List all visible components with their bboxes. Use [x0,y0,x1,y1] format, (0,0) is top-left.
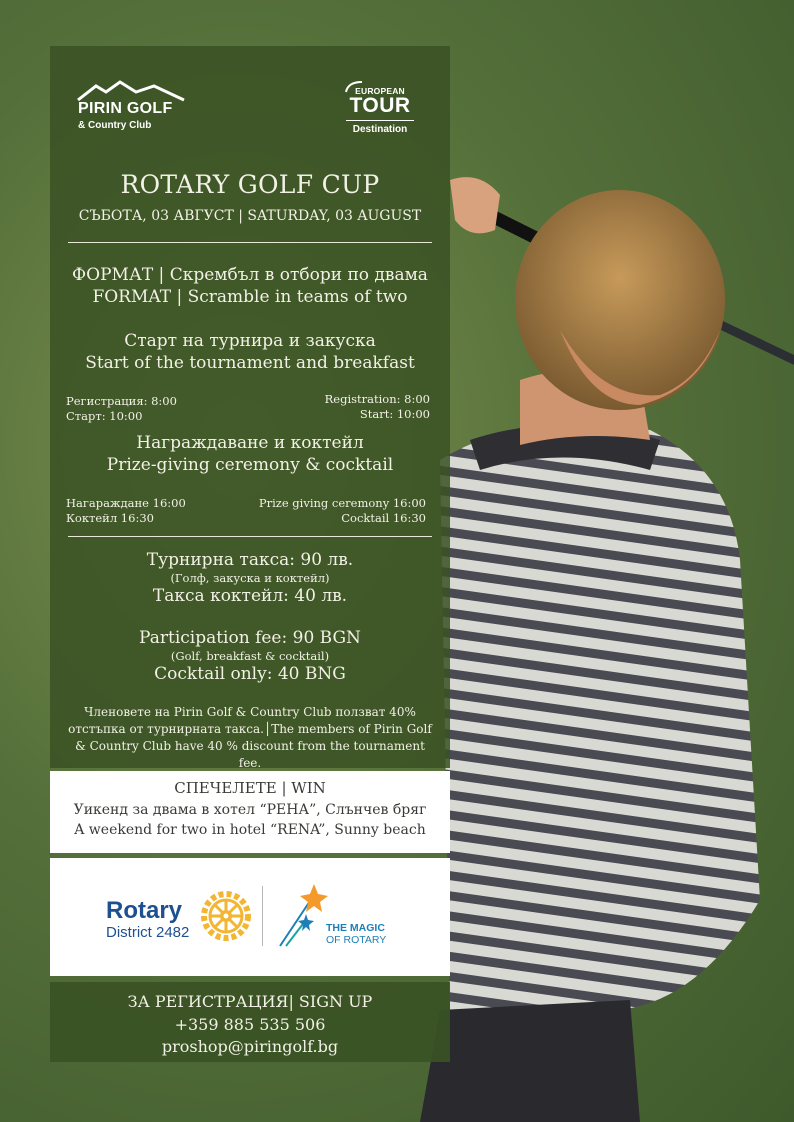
win-box [50,771,450,853]
mountain-icon [76,80,186,102]
win-heading: СПЕЧЕЛЕТЕ | WIN [174,779,326,797]
pirin-golf-logo [78,80,198,142]
win-bg: Уикенд за двама в хотел “РЕНА”, Слънчев бряг [73,802,427,818]
signup-box [50,982,450,1062]
award-time-en: Prize giving ceremony 16:00 [258,496,426,510]
european-tour-line2: TOUR [349,94,411,117]
start-bg: Старт на турнира и закуска [124,331,376,351]
format-block [50,264,450,308]
rotary-district: District 2482 [106,924,190,941]
start-time-en: Start: 10:00 [359,407,430,421]
sponsor-separator [262,886,263,946]
members-line2: отстъпка от турнирната такса.│The members of Pirin Golf [68,722,432,736]
fee-en: Participation fee: 90 BGN [139,628,361,648]
start-times-bg [66,394,177,424]
cocktail-fee-bg: Такса коктейл: 40 лв. [152,586,348,606]
prize-times-bg [66,496,186,526]
prize-bg: Награждаване и коктейл [136,433,364,453]
start-time-bg: Старт: 10:00 [66,409,143,423]
win-en: A weekend for two in hotel “RENA”, Sunny beach [74,822,426,838]
pirin-logo-name: PIRIN GOLF [78,100,173,117]
signup-phone[interactable]: +359 885 535 506 [174,1015,326,1034]
registration-en: Registration: 8:00 [324,392,430,406]
start-block [50,330,450,374]
event-date: СЪБОТА, 03 АВГУСТ | SATURDAY, 03 AUGUST [78,208,422,224]
cocktail-fee-en: Cocktail only: 40 BNG [154,664,346,684]
rotary-name: Rotary [106,897,183,924]
rotary-logo [106,898,189,942]
divider-bottom [68,536,432,537]
award-time-bg: Нагаражданe 16:00 [66,496,186,510]
signup-email[interactable]: proshop@piringolf.bg [161,1037,339,1056]
event-info-panel [50,46,450,768]
european-tour-line1: EUROPEAN [355,86,405,96]
fees-bg-block [50,550,450,606]
format-bg: ФОРМАТ | Скрембъл в отбори по двама [72,265,428,285]
fee-note-bg: (Голф, закуска и коктейл) [170,571,330,585]
signup-heading: ЗА РЕГИСТРАЦИЯ| SIGN UP [127,992,373,1011]
prize-block [50,432,450,476]
fees-en-block [50,628,450,684]
magic-stars-icon [276,880,332,950]
sponsors-box [50,858,450,976]
fee-note-en: (Golf, breakfast & cocktail) [170,649,330,663]
event-title: ROTARY GOLF CUP [120,170,380,199]
magic-line2: OF ROTARY [326,934,387,946]
start-en: Start of the tournament and breakfast [85,353,415,373]
pirin-logo-subtitle: & Country Club [78,120,152,131]
european-tour-rule [346,120,414,121]
european-tour-line3: Destination [352,124,408,135]
cocktail-time-bg: Коктейл 16:30 [66,511,154,525]
format-en: FORMAT | Scramble in teams of two [92,287,408,307]
cocktail-time-en: Cocktail 16:30 [341,511,426,525]
prize-times-en [259,496,426,526]
registration-bg: Регистрация: 8:00 [66,394,177,408]
top-logos [78,80,422,180]
start-times-en [325,392,430,422]
rotary-wheel-icon [200,890,252,942]
members-line3: & Country Club have 40 % discount from the tournament fee. [75,739,425,770]
prize-en: Prize-giving ceremony & cocktail [106,455,394,475]
magic-line1: THE MAGIC [326,922,385,934]
members-line1: Членовете на Pirin Golf & Country Club ползват 40% [84,705,416,719]
members-discount [64,704,436,772]
divider-top [68,242,432,243]
magic-of-rotary-logo [326,922,386,946]
fee-bg: Турнирна такса: 90 лв. [146,550,354,570]
european-tour-logo [338,80,422,150]
